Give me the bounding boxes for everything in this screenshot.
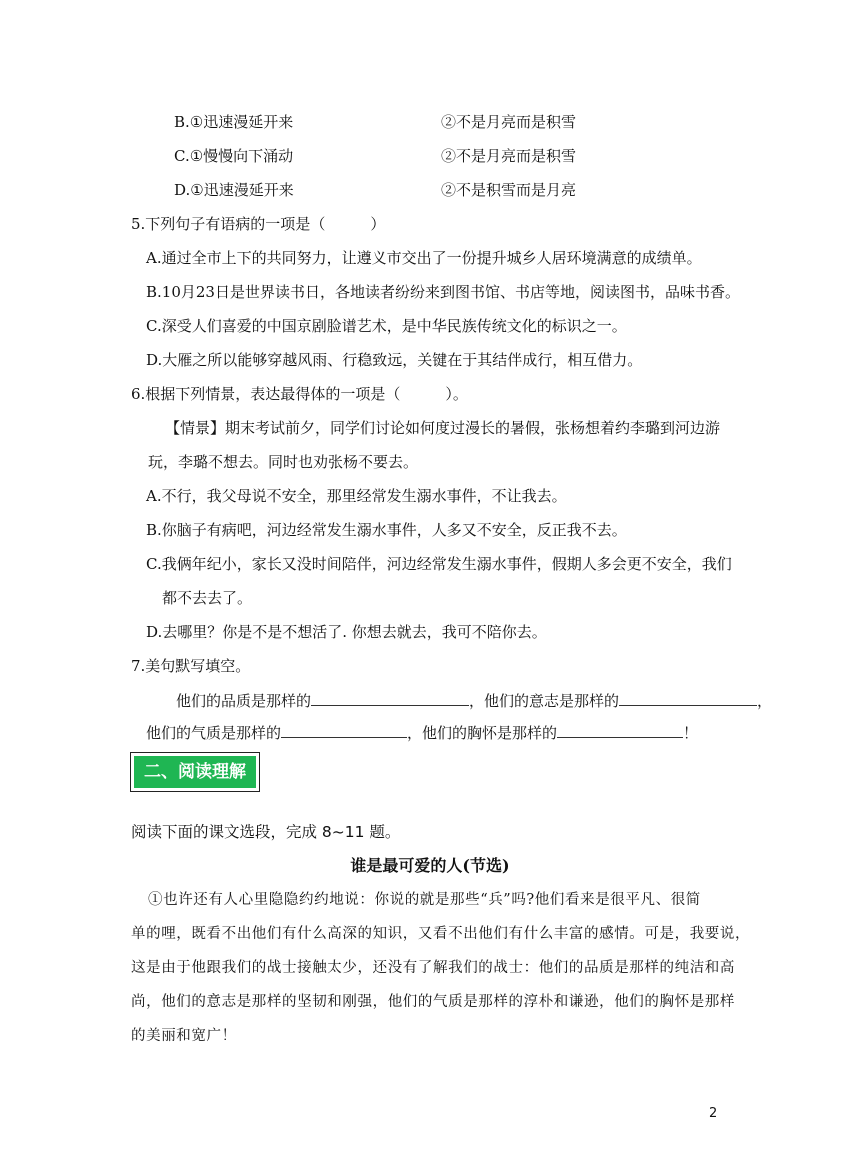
- q7-line2-end: ！: [683, 724, 699, 742]
- q4-option-d-left: D.①迅速漫延开来: [174, 181, 294, 199]
- fill-blank[interactable]: [281, 722, 407, 738]
- q6-option-d: D.去哪里？你是不是不想活了. 你想去就去，我可不陪你去。: [146, 623, 547, 641]
- q4-option-b-right: ②不是月亮而是积雪: [441, 113, 577, 131]
- q5-option-c: C.深受人们喜爱的中国京剧脸谱艺术，是中华民族传统文化的标识之一。: [146, 317, 627, 335]
- reading-title: 谁是最可爱的人(节选): [350, 856, 510, 875]
- q7-line1-text-a: 他们的品质是那样的: [176, 692, 312, 710]
- section-heading: [130, 752, 260, 792]
- reading-paragraph-line-1: ①也许还有人心里隐隐约约地说：你说的就是那些“兵”吗?他们看来是很平凡、很简: [148, 892, 701, 908]
- q7-line2-text-b: ，他们的胸怀是那样的: [407, 724, 558, 742]
- q7-fill-line-1: [176, 690, 772, 711]
- q7-stem: 7.美句默写填空。: [131, 657, 251, 675]
- fill-blank[interactable]: [557, 722, 683, 738]
- q6-stem: 6.根据下列情景，表达最得体的一项是（ ）。: [131, 385, 468, 403]
- q5-option-b: B.10月23日是世界读书日，各地读者纷纷来到图书馆、书店等地，阅读图书，品味书香。: [146, 283, 740, 301]
- q4-option-c-left: C.①慢慢向下涌动: [174, 147, 294, 165]
- q7-line2-text-a: 他们的气质是那样的: [146, 724, 282, 742]
- q4-option-c-right: ②不是月亮而是积雪: [441, 147, 577, 165]
- page-number: 2: [709, 1106, 718, 1121]
- q4-option-b-left: B.①迅速漫延开来: [174, 113, 294, 131]
- q7-fill-line-2: [146, 722, 698, 743]
- q5-stem: 5.下列句子有语病的一项是（ ）: [131, 215, 386, 233]
- q6-scenario-line-1: 【情景】期末考试前夕，同学们讨论如何度过漫长的暑假，张杨想着约李璐到河边游: [165, 419, 721, 437]
- section-heading-label: 二、阅读理解: [134, 756, 256, 788]
- q5-option-a: A.通过全市上下的共同努力，让遵义市交出了一份提升城乡人居环境满意的成绩单。: [146, 249, 702, 267]
- fill-blank[interactable]: [619, 690, 757, 706]
- q6-scenario-line-2: 玩，李璐不想去。同时也劝张杨不要去。: [148, 453, 419, 471]
- q4-option-d-right: ②不是积雪而是月亮: [441, 181, 577, 199]
- reading-paragraph-line-2: 单的哩，既看不出他们有什么高深的知识，又看不出他们有什么丰富的感情。可是，我要说，: [131, 926, 751, 942]
- reading-paragraph-line-5: 的美丽和宽广！: [131, 1028, 237, 1044]
- reading-paragraph-line-3: 这是由于他跟我们的战士接触太少，还没有了解我们的战士：他们的品质是那样的纯洁和高: [131, 960, 735, 976]
- q6-option-c-line-1: C.我俩年纪小，家长又没时间陪伴，河边经常发生溺水事件，假期人多会更不安全，我们: [146, 555, 732, 573]
- q7-line1-end: ，: [757, 692, 773, 710]
- q5-option-d: D.大雁之所以能够穿越风雨、行稳致远，关键在于其结伴成行，相互借力。: [146, 351, 643, 369]
- q6-option-a: A.不行，我父母说不安全，那里经常发生溺水事件，不让我去。: [146, 487, 567, 505]
- q6-option-c-line-2: 都不去去了。: [162, 589, 253, 607]
- reading-paragraph-line-4: 尚，他们的意志是那样的坚韧和刚强，他们的气质是那样的淳朴和谦逊，他们的胸怀是那样: [131, 994, 735, 1010]
- q6-option-b: B.你脑子有病吧，河边经常发生溺水事件，人多又不安全，反正我不去。: [146, 521, 627, 539]
- q7-line1-text-b: ，他们的意志是那样的: [469, 692, 620, 710]
- fill-blank[interactable]: [311, 690, 469, 706]
- reading-instruction: 阅读下面的课文选段，完成 8~11 题。: [131, 823, 401, 841]
